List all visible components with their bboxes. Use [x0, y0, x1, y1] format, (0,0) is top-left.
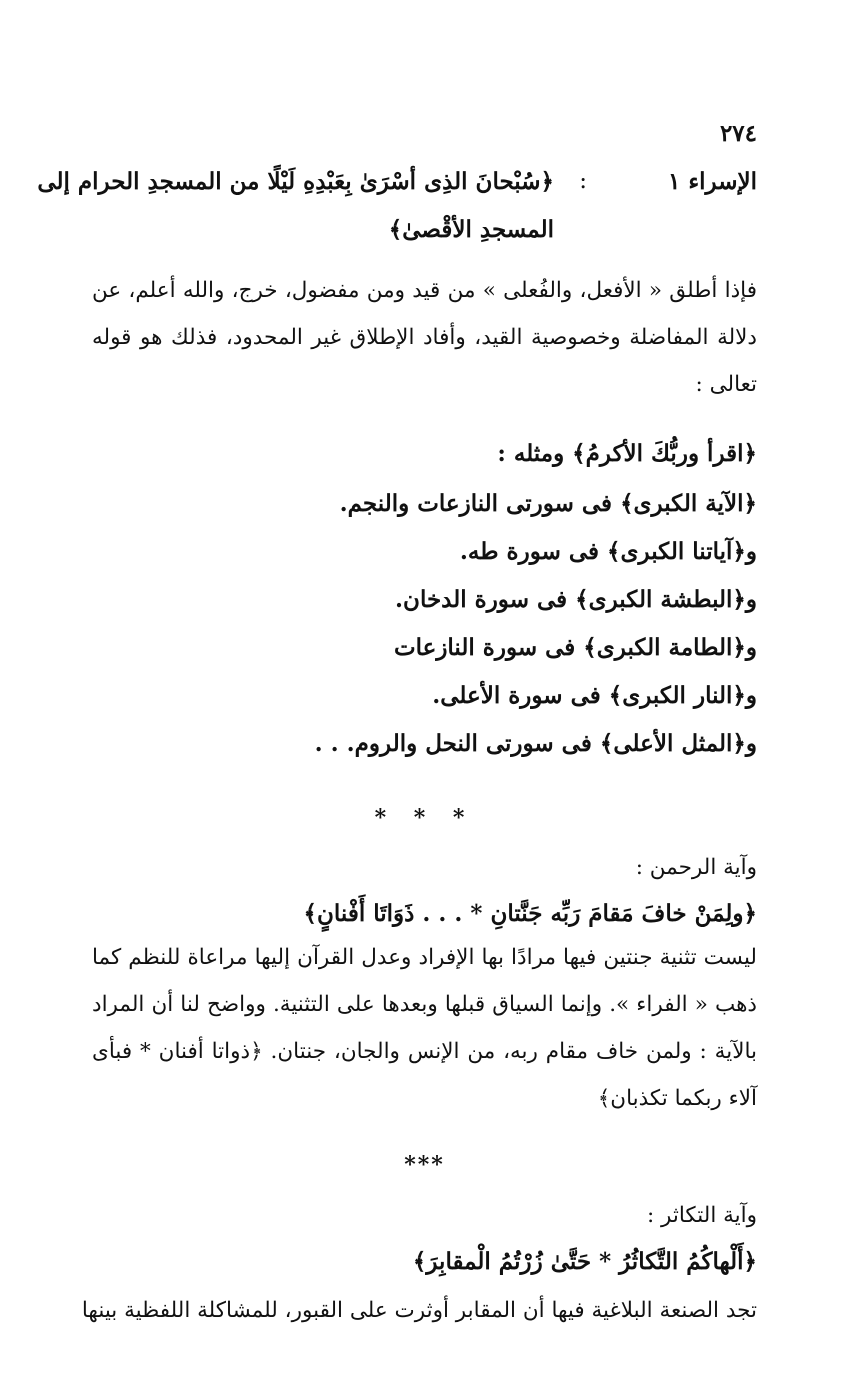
section-separator: * * * [374, 805, 475, 831]
example-item: و﴿آياتنا الكبرى﴾ فى سورة طه. [459, 538, 757, 565]
paragraph-line: ليست تثنية جنتين فيها مرادًا بها الإفراد وعدل القرآن إليها مراعاة للنظم كما [92, 945, 757, 970]
quran-verse-rahman: ﴿ولِمَنْ خافَ مَقامَ رَبِّه جَنَّتانِ * . . . ذَوَاتَا أَفْنانٍ﴾ [303, 900, 757, 927]
quran-verse-isra-line2: المسجدِ الأقْصىٰ﴾ [388, 216, 554, 243]
paragraph-line: فإذا أطلق « الأفعل، والفُعلى » من قيد ومن مفضول، خرج، والله أعلم، عن [92, 278, 757, 303]
example-item: ﴿اقرأ وربُّكَ الأكرمُ﴾ ومثله : [497, 440, 757, 467]
section-separator: *** [404, 1152, 445, 1178]
example-item: و﴿النار الكبرى﴾ فى سورة الأعلى. [432, 682, 757, 709]
example-item: و﴿المثل الأعلى﴾ فى سورتى النحل والروم. . . [314, 730, 757, 757]
quran-verse-takathur: ﴿أَلْهاكُمُ التَّكاثُرُ * حَتَّىٰ زُرْتُمُ الْمقابِرَ﴾ [412, 1248, 757, 1275]
page-number: ٢٧٤ [719, 120, 757, 147]
reference-colon: : [579, 168, 587, 194]
example-item: ﴿الآية الكبرى﴾ فى سورتى النازعات والنجم. [339, 490, 757, 517]
paragraph-line: تجد الصنعة البلاغية فيها أن المقابر أوثرت على القبور، للمشاكلة اللفظية بينها [81, 1298, 757, 1323]
paragraph-line: بالآية : ولمن خاف مقام ربه، من الإنس والجان، جنتان. ﴿ذواتا أفنان * فبأى [92, 1039, 757, 1064]
paragraph-line: آلاء ربكما تكذبان﴾ [597, 1086, 757, 1111]
section-heading-rahman: وآية الرحمن : [635, 855, 757, 880]
paragraph-line: تعالى : [695, 372, 757, 397]
paragraph-line: ذهب « الفراء ». وإنما السياق قبلها وبعدها على التثنية. وواضح لنا أن المراد [92, 992, 757, 1017]
section-heading-takathur: وآية التكاثر : [646, 1203, 757, 1228]
example-item: و﴿الطامة الكبرى﴾ فى سورة النازعات [393, 634, 757, 661]
paragraph-line: دلالة المفاضلة وخصوصية القيد، وأفاد الإطلاق غير المحدود، فذلك هو قوله [92, 325, 757, 350]
verse-reference: الإسراء ١ [667, 168, 757, 195]
example-item: و﴿البطشة الكبرى﴾ فى سورة الدخان. [395, 586, 757, 613]
quran-verse-isra-line1: ﴿سُبْحانَ الذِى أسْرَىٰ بِعَبْدِهِ لَيْلًا من المسجدِ الحرام إلى [37, 168, 554, 195]
